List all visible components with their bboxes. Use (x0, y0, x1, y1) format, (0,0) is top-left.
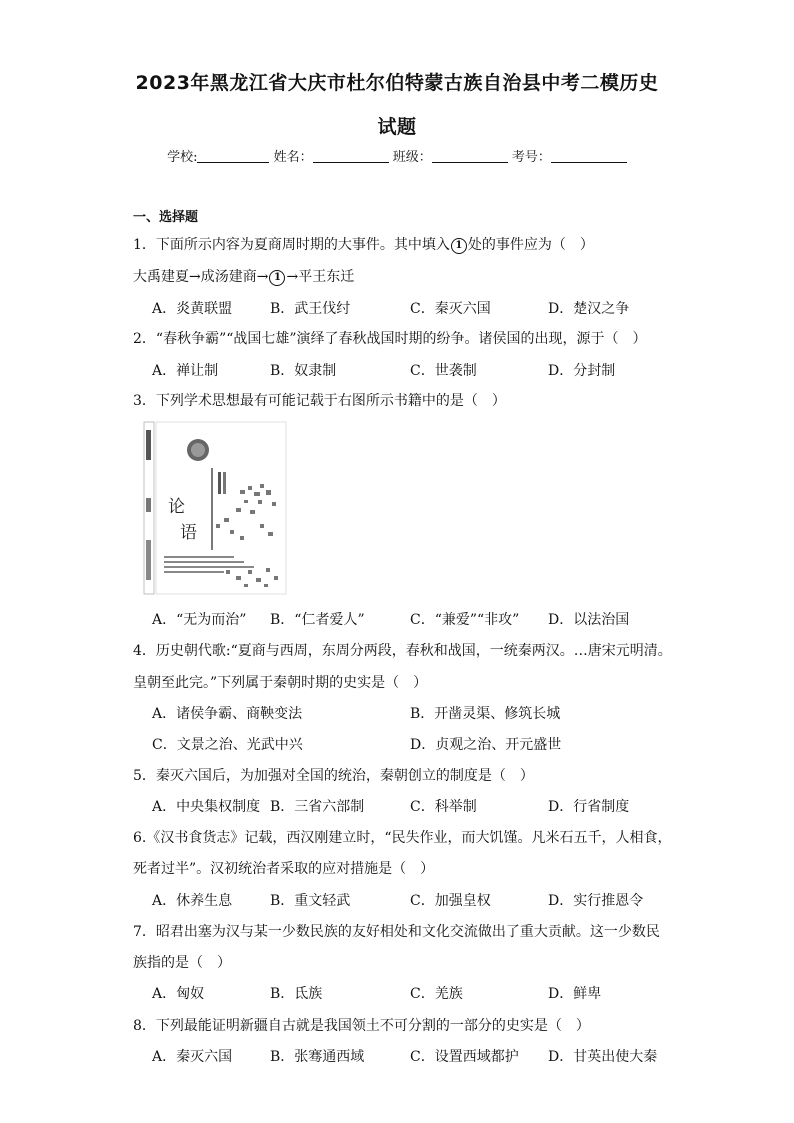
option-c[interactable]: C．世袭制 (410, 363, 477, 379)
question-4-stem-line1: 4．历史朝代歌:“夏商与西周，东周分两段，春秋和战国，一统秦两汉。…唐宋元明清。 (133, 643, 672, 659)
question-8-stem: 8．下列最能证明新疆自古就是我国领土不可分割的一部分的史实是（ ） (133, 1018, 590, 1034)
option-d[interactable]: D．鲜卑 (548, 986, 602, 1002)
option-c[interactable]: C．“兼爱”“非攻” (410, 612, 520, 628)
question-1-sequence: 大禹建夏→成汤建商→ 1 →平王东迁 (133, 269, 355, 285)
option-a[interactable]: A．休养生息 (152, 893, 233, 909)
option-a[interactable]: A．中央集权制度 (152, 799, 261, 815)
class-label: 班级： (392, 150, 432, 165)
option-a[interactable]: A．炎黄联盟 (152, 301, 233, 317)
option-d[interactable]: D．行省制度 (548, 799, 630, 815)
question-2-stem: 2．“春秋争霸”“战国七雄”演绎了春秋战国时期的纷争。诸侯国的出现，源于（ ） (133, 331, 647, 347)
circle-1-marker: 1 (451, 238, 467, 254)
option-d[interactable]: D．贞观之治、开元盛世 (410, 737, 562, 753)
section-title: 一、选择题 (133, 210, 199, 225)
option-b[interactable]: B．三省六部制 (270, 799, 365, 815)
option-b[interactable]: B．重文轻武 (270, 893, 351, 909)
option-a[interactable]: A．“无为而治” (152, 612, 247, 628)
option-c[interactable]: C．秦灭六国 (410, 301, 491, 317)
option-b[interactable]: B．氐族 (270, 986, 323, 1002)
question-5-stem: 5．秦灭六国后，为加强对全国的统治，秦朝创立的制度是（ ） (133, 768, 534, 784)
exam-number-blank[interactable] (551, 149, 627, 163)
name-label: 姓名： (273, 150, 313, 165)
question-1-stem: 1．下面所示内容为夏商周时期的大事件。其中填入 1 处的事件应为（ ） (133, 237, 594, 253)
question-3-stem: 3．下列学术思想最有可能记载于右图所示书籍中的是（ ） (133, 393, 506, 409)
option-a[interactable]: A．匈奴 (152, 986, 205, 1002)
option-d[interactable]: D．甘英出使大秦 (548, 1049, 658, 1065)
exam-number-label: 考号： (511, 150, 551, 165)
option-c[interactable]: C．加强皇权 (410, 893, 491, 909)
school-blank[interactable] (197, 149, 269, 163)
lunyu-book-cover-image (140, 420, 290, 596)
option-c[interactable]: C．文景之治、光武中兴 (152, 737, 303, 753)
option-c[interactable]: C．科举制 (410, 799, 477, 815)
option-d[interactable]: D．实行推恩令 (548, 893, 644, 909)
option-d[interactable]: D．以法治国 (548, 612, 630, 628)
option-d[interactable]: D．楚汉之争 (548, 301, 630, 317)
exam-title-line2: 试题 (377, 116, 417, 138)
option-b[interactable]: B．开凿灵渠、修筑长城 (410, 706, 561, 722)
question-6-stem-line1: 6.《汉书食货志》记载，西汉刚建立时，“民失作业，而大饥馑。凡米石五千，人相食， (133, 830, 672, 846)
question-6-stem-line2: 死者过半”。汉初统治者采取的应对措施是（ ） (133, 861, 435, 877)
book-cover-graphic (140, 420, 290, 596)
option-a[interactable]: A．禅让制 (152, 363, 219, 379)
class-blank[interactable] (432, 149, 508, 163)
student-info-row (0, 146, 794, 165)
option-c[interactable]: C．设置西域都护 (410, 1049, 519, 1065)
option-d[interactable]: D．分封制 (548, 363, 616, 379)
option-c[interactable]: C．羌族 (410, 986, 463, 1002)
school-label: 学校: (167, 150, 198, 165)
circle-1-marker: 1 (269, 270, 285, 286)
book-title-char-lun: 论 (168, 497, 185, 517)
question-7-stem-line2: 族指的是（ ） (133, 955, 231, 971)
question-7-stem-line1: 7．昭君出塞为汉与某一少数民族的友好相处和文化交流做出了重大贡献。这一少数民 (133, 924, 660, 940)
name-blank[interactable] (313, 149, 389, 163)
exam-title-line1: 2023年黑龙江省大庆市杜尔伯特蒙古族自治县中考二模历史 (135, 72, 659, 94)
book-title-char-yu: 语 (180, 523, 197, 543)
option-a[interactable]: A．诸侯争霸、商鞅变法 (152, 706, 303, 722)
option-b[interactable]: B．张骞通西域 (270, 1049, 365, 1065)
question-4-stem-line2: 皇朝至此完。”下列属于秦朝时期的史实是（ ） (133, 675, 428, 691)
option-a[interactable]: A．秦灭六国 (152, 1049, 233, 1065)
option-b[interactable]: B．“仁者爱人” (270, 612, 365, 628)
option-b[interactable]: B．武王伐纣 (270, 301, 351, 317)
option-b[interactable]: B．奴隶制 (270, 363, 337, 379)
